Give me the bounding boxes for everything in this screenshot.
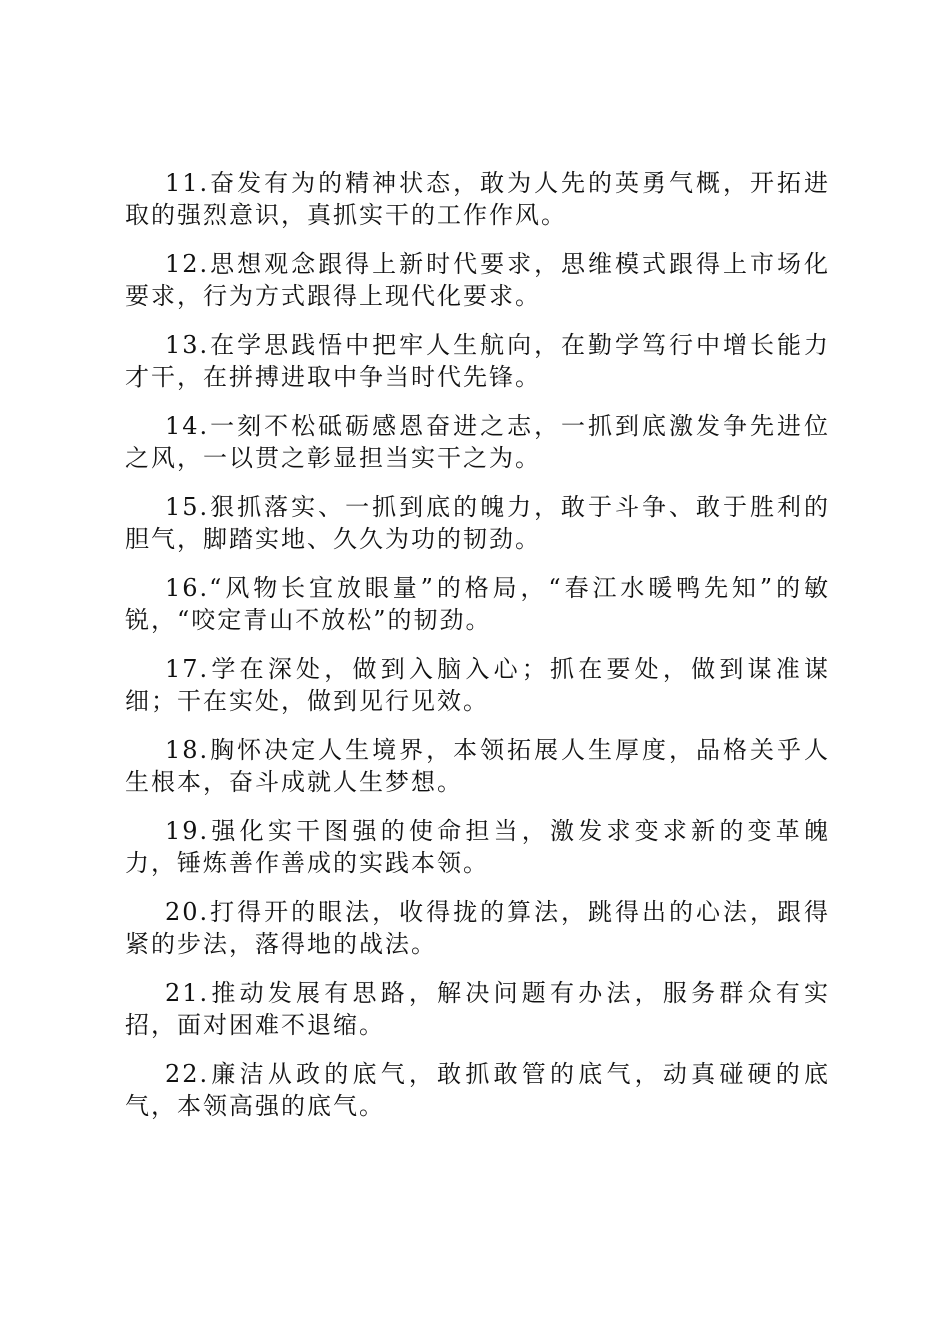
- paragraph-15: 15.狠抓落实、一抓到底的魄力，敢于斗争、敢于胜利的胆气，脚踏实地、久久为功的韧劲。: [125, 493, 830, 553]
- paragraph-14: 14.一刻不松砥砺感恩奋进之志，一抓到底激发争先进位之风，一以贯之彰显担当实干之为。: [125, 412, 830, 472]
- paragraph-20: 20.打得开的眼法，收得拢的算法，跳得出的心法，跟得紧的步法，落得地的战法。: [125, 898, 830, 958]
- paragraph-16: 16.“风物长宜放眼量”的格局，“春江水暖鸭先知”的敏锐，“咬定青山不放松”的韧劲。: [125, 574, 830, 634]
- paragraph-17: 17.学在深处，做到入脑入心；抓在要处，做到谋准谋细；干在实处，做到见行见效。: [125, 655, 830, 715]
- paragraph-21: 21.推动发展有思路，解决问题有办法，服务群众有实招，面对困难不退缩。: [125, 979, 830, 1039]
- paragraph-19: 19.强化实干图强的使命担当，激发求变求新的变革魄力，锤炼善作善成的实践本领。: [125, 817, 830, 877]
- paragraph-13: 13.在学思践悟中把牢人生航向，在勤学笃行中增长能力才干，在拼搏进取中争当时代先锋。: [125, 331, 830, 391]
- paragraph-22: 22.廉洁从政的底气，敢抓敢管的底气，动真碰硬的底气，本领高强的底气。: [125, 1060, 830, 1120]
- paragraph-18: 18.胸怀决定人生境界，本领拓展人生厚度，品格关乎人生根本，奋斗成就人生梦想。: [125, 736, 830, 796]
- paragraph-12: 12.思想观念跟得上新时代要求，思维模式跟得上市场化要求，行为方式跟得上现代化要求。: [125, 250, 830, 310]
- document-body: [125, 167, 830, 1139]
- paragraph-11: 11.奋发有为的精神状态，敢为人先的英勇气概，开拓进取的强烈意识，真抓实干的工作作风。: [125, 169, 830, 229]
